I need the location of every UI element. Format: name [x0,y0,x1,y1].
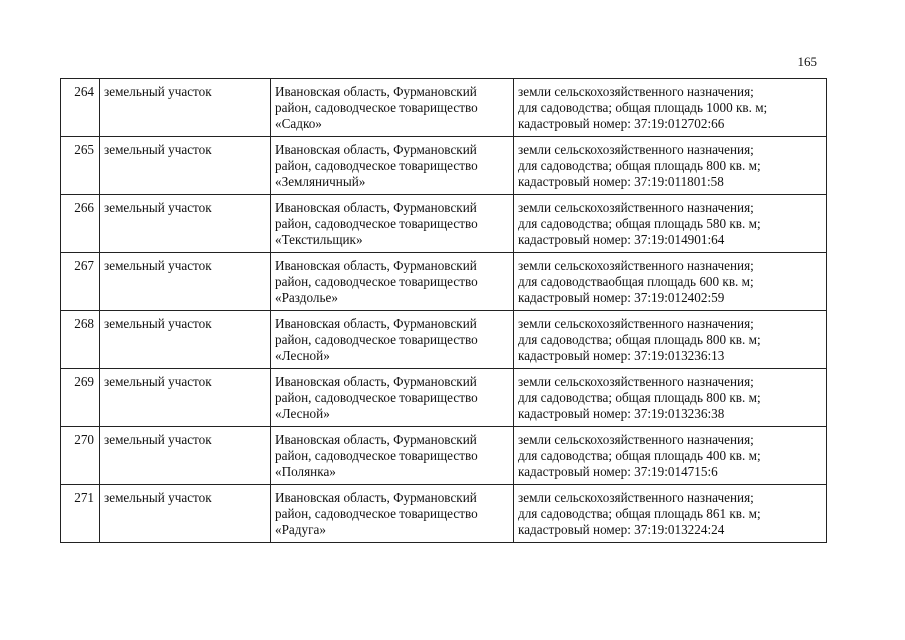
property-address: Ивановская область, Фурмановский район, садоводческое товарищество «Лесной» [271,369,514,427]
table-row [61,485,827,543]
property-description: земли сельскохозяйственного назначения; для садоводства; общая площадь 1000 кв. м; кадастровый номер: 37:19:012702:66 [514,79,827,137]
row-number: 270 [61,427,100,485]
property-address: Ивановская область, Фурмановский район, садоводческое товарищество «Раздолье» [271,253,514,311]
property-registry-table [60,78,827,543]
property-description: земли сельскохозяйственного назначения; для садоводства; общая площадь 800 кв. м; кадастровый номер: 37:19:013236:13 [514,311,827,369]
table-row [61,369,827,427]
row-number: 265 [61,137,100,195]
table-row [61,195,827,253]
property-address: Ивановская область, Фурмановский район, садоводческое товарищество «Текстильщик» [271,195,514,253]
table-row [61,253,827,311]
property-description: земли сельскохозяйственного назначения; для садоводстваобщая площадь 600 кв. м; кадастровый номер: 37:19:012402:59 [514,253,827,311]
property-type: земельный участок [100,311,271,369]
property-address: Ивановская область, Фурмановский район, садоводческое товарищество «Лесной» [271,311,514,369]
property-type: земельный участок [100,137,271,195]
property-type: земельный участок [100,485,271,543]
property-type: земельный участок [100,427,271,485]
property-type: земельный участок [100,253,271,311]
property-address: Ивановская область, Фурмановский район, садоводческое товарищество «Полянка» [271,427,514,485]
property-address: Ивановская область, Фурмановский район, садоводческое товарищество «Радуга» [271,485,514,543]
property-description: земли сельскохозяйственного назначения; для садоводства; общая площадь 800 кв. м; кадастровый номер: 37:19:011801:58 [514,137,827,195]
row-number: 266 [61,195,100,253]
property-address: Ивановская область, Фурмановский район, садоводческое товарищество «Садко» [271,79,514,137]
property-description: земли сельскохозяйственного назначения; для садоводства; общая площадь 400 кв. м; кадастровый номер: 37:19:014715:6 [514,427,827,485]
property-address: Ивановская область, Фурмановский район, садоводческое товарищество «Земляничный» [271,137,514,195]
property-type: земельный участок [100,79,271,137]
table-row [61,427,827,485]
property-description: земли сельскохозяйственного назначения; для садоводства; общая площадь 861 кв. м; кадастровый номер: 37:19:013224:24 [514,485,827,543]
row-number: 271 [61,485,100,543]
row-number: 268 [61,311,100,369]
property-type: земельный участок [100,195,271,253]
row-number: 269 [61,369,100,427]
property-description: земли сельскохозяйственного назначения; для садоводства; общая площадь 800 кв. м; кадастровый номер: 37:19:013236:38 [514,369,827,427]
page-number: 165 [797,54,817,69]
row-number: 264 [61,79,100,137]
property-description: земли сельскохозяйственного назначения; для садоводства; общая площадь 580 кв. м; кадастровый номер: 37:19:014901:64 [514,195,827,253]
row-number: 267 [61,253,100,311]
table-row [61,137,827,195]
table-row [61,311,827,369]
table-row [61,79,827,137]
property-type: земельный участок [100,369,271,427]
